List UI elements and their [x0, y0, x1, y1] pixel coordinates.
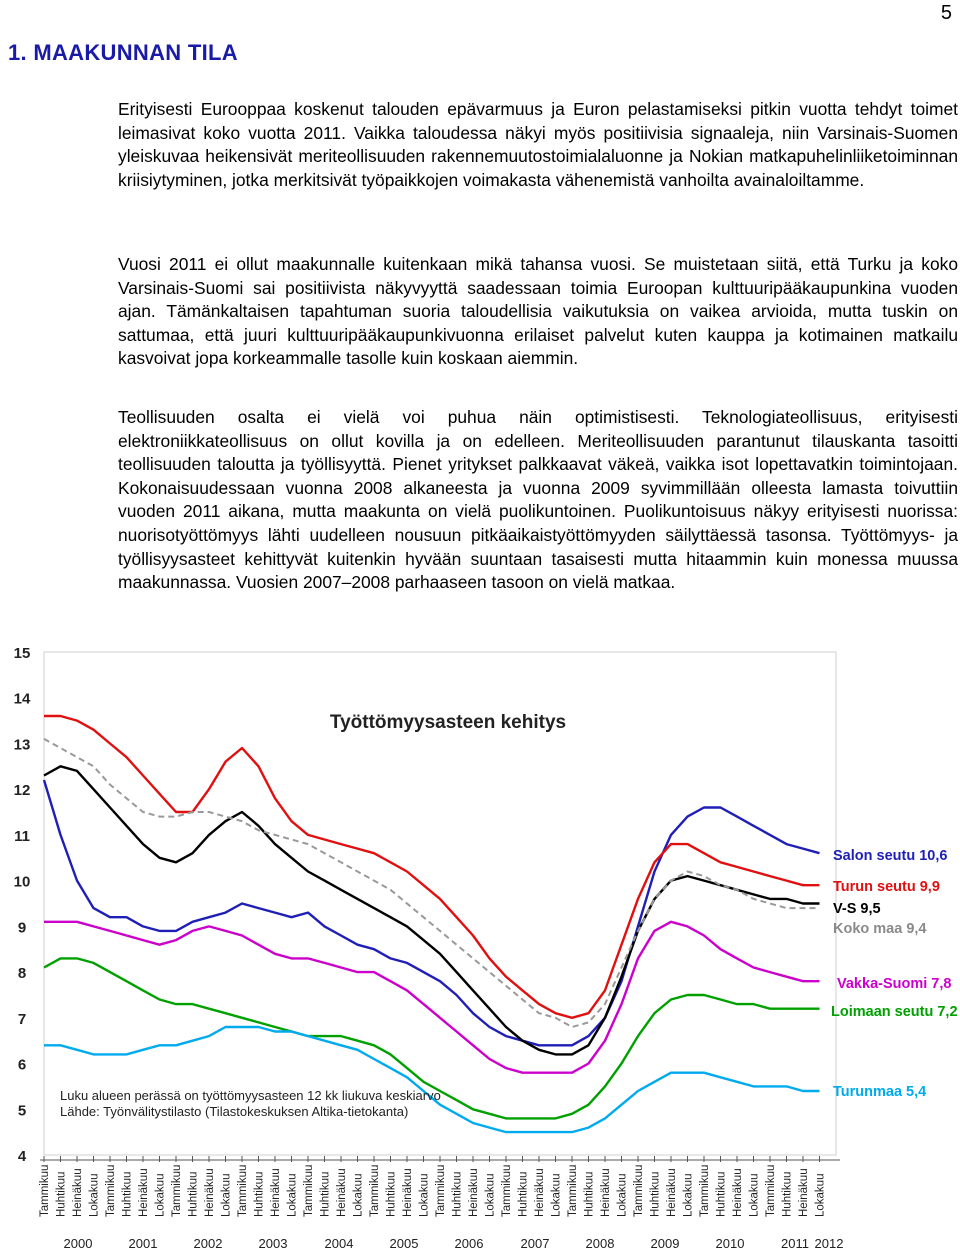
x-tick-label: Tammikuu	[501, 1164, 513, 1217]
x-tick-label: Tammikuu	[633, 1164, 645, 1217]
x-tick-label: Heinäkuu	[204, 1168, 216, 1217]
unemployment-chart	[0, 635, 960, 1259]
x-year-label: 2008	[585, 1236, 615, 1251]
x-tick-label: Heinäkuu	[666, 1168, 678, 1217]
x-tick-label: Lokakuu	[484, 1173, 497, 1217]
y-tick-label: 14	[13, 690, 31, 708]
x-tick-label: Huhtikuu	[385, 1171, 398, 1217]
x-year-label: 2005	[389, 1236, 419, 1251]
series-label: Koko maa 9,4	[833, 921, 927, 937]
x-tick-label: Heinäkuu	[798, 1168, 810, 1217]
x-tick-label: Huhtikuu	[451, 1171, 464, 1217]
x-tick-label: Lokakuu	[550, 1173, 563, 1217]
series-labels	[831, 848, 958, 1100]
x-tick-label: Heinäkuu	[468, 1168, 480, 1217]
series-lines	[44, 716, 820, 1132]
x-tick-label: Tammikuu	[765, 1164, 777, 1217]
x-tick-label: Heinäkuu	[402, 1168, 414, 1217]
y-tick-label: 15	[13, 645, 31, 662]
y-tick-label: 12	[13, 782, 31, 800]
x-tick-label: Tammikuu	[567, 1164, 579, 1217]
x-tick-label: Huhtikuu	[583, 1171, 596, 1217]
x-tick-label: Heinäkuu	[534, 1168, 546, 1217]
paragraph-2: Vuosi 2011 ei ollut maakunnalle kuitenkaan mikä tahansa vuosi. Se muistetaan siitä, että Turku ja koko Varsinais-Suomi sai positiivista näkyvyyttä saadessaan toimia Euroopan kulttuuripääkaupunkina vuoden ajan. Tämänkaltaisen tapahtuman suoria taloudellisia vaikutuksia on vaikea arvioida, mutta tuskin on sattumaa, että juuri kulttuuripääkaupunkivuonna erilaiset palvelut kuten kauppa ja kotimainen matkailu kasvoivat jopa korkeammalle tasolle kuin koskaan aiemmin.	[118, 254, 958, 369]
x-tick-label: Huhtikuu	[187, 1171, 200, 1217]
y-tick-label: 11	[14, 827, 30, 845]
x-tick-label: Tammikuu	[39, 1164, 51, 1217]
x-tick-label: Lokakuu	[748, 1173, 761, 1217]
chart-title: Työttömyysasteen kehitys	[329, 712, 567, 733]
x-tick-label: Huhtikuu	[715, 1171, 728, 1217]
x-tick-label: Huhtikuu	[781, 1171, 794, 1217]
x-tick-label: Huhtikuu	[517, 1171, 530, 1217]
x-tick-label: Tammikuu	[369, 1164, 381, 1217]
series-line	[44, 780, 820, 1045]
y-tick-label: 10	[13, 873, 31, 891]
x-year-label: 2009	[650, 1236, 680, 1251]
page-number: 5	[940, 2, 952, 24]
x-year-label: 2003	[258, 1236, 288, 1251]
x-tick-label: Tammikuu	[171, 1164, 183, 1217]
x-year-label: 2001	[128, 1236, 158, 1251]
series-line	[44, 922, 820, 1073]
x-year-label: 2010	[715, 1236, 745, 1251]
series-label: Salon seutu 10,6	[833, 848, 948, 864]
series-label: Vakka-Suomi 7,8	[837, 976, 952, 992]
y-tick-label: 13	[13, 736, 31, 754]
x-tick-label: Lokakuu	[286, 1173, 299, 1217]
x-tick-label: Lokakuu	[154, 1173, 167, 1217]
x-tick-label: Lokakuu	[616, 1173, 629, 1217]
x-tick-label: Heinäkuu	[336, 1168, 348, 1217]
x-tick-label: Heinäkuu	[600, 1168, 612, 1217]
x-tick-label: Huhtikuu	[319, 1171, 332, 1217]
x-tick-label: Heinäkuu	[732, 1168, 744, 1217]
series-label: Loimaan seutu 7,2	[831, 1004, 958, 1020]
x-year-label: 2004	[324, 1236, 354, 1251]
x-tick-label: Tammikuu	[699, 1164, 711, 1217]
series-label: Turunmaa 5,4	[833, 1084, 927, 1100]
x-tick-label: Lokakuu	[682, 1173, 695, 1217]
paragraph-3: Teollisuuden osalta ei vielä voi puhua näin optimistisesti. Teknologiateollisuus, erityisesti elektroniikkateollisuus on ollut kovilla ja on edelleen. Meriteollisuuden parantunut tilauskanta tasoitti teollisuuden taloutta ja työllisyyttä. Pienet yritykset palkkaavat väkeä, vaikka isot lopettavatkin toimintojaan. Kokonaisuudessaan vuonna 2008 alkaneesta ja vuonna 2009 syvimmillään olleesta lamasta toivuttiin vuoden 2011 aikana, mutta maakunta on vielä puolikuntoinen. Puolikuntoisuus näkyy erityisesti nuorissa: nuorisotyöttömyys lähti uudelleen nousuun pitkäaikaistyöttömyyden säilyttäessä tasonsa. Työttömyys- ja työllisyysasteet kehittyvät kuitenkin hyvään suuntaan tasaisesti mutta hitaammin kuin monessa muussa maakunnassa. Vuosien 2007–2008 parhaaseen tasoon on vielä matkaa.	[118, 407, 958, 593]
x-year-label: 2012	[814, 1236, 844, 1251]
x-tick-label: Lokakuu	[814, 1173, 827, 1217]
series-label: Turun seutu 9,9	[833, 879, 940, 895]
x-tick-label: Tammikuu	[435, 1164, 447, 1217]
y-tick-label: 4	[17, 1148, 27, 1165]
x-year-label: 2000	[63, 1236, 93, 1251]
x-tick-label: Heinäkuu	[138, 1168, 150, 1217]
y-tick-label: 7	[17, 1010, 27, 1028]
x-axis-year-labels	[64, 1236, 844, 1251]
chart-note: Luku alueen perässä on työttömyysasteen 12 kk liukuva keskiarvo	[60, 1088, 441, 1103]
x-tick-label: Tammikuu	[105, 1164, 117, 1217]
y-tick-label: 8	[17, 965, 27, 983]
paragraph-1: Erityisesti Eurooppaa koskenut talouden epävarmuus ja Euron pelastamiseksi pitkin vuotta tehdyt toimet leimasivat koko vuotta 2011. Vaikka taloudessa näkyi myös positiivisia signaaleja, niin Varsinais-Suomen yleiskuvaa heikensivät meriteollisuuden rakennemuutostoimialaluonne ja Nokian matkapuhelinliiketoiminnan kriisiytyminen, jotka merkitsivät työpaikkojen voimakasta vähenemistä vanhoilta avainaloiltamme.	[118, 99, 958, 190]
y-tick-label: 9	[17, 919, 27, 937]
x-axis-month-ticks	[39, 1156, 827, 1217]
x-tick-label: Lokakuu	[88, 1173, 101, 1217]
x-tick-label: Tammikuu	[237, 1164, 249, 1217]
x-year-label: 2007	[520, 1236, 550, 1251]
series-line	[44, 716, 820, 1018]
series-line	[44, 739, 820, 1027]
series-label: V-S 9,5	[833, 901, 881, 917]
x-tick-label: Huhtikuu	[253, 1171, 266, 1217]
x-year-label: 2002	[193, 1236, 223, 1251]
chart-source: Lähde: Työnvälitystilasto (Tilastokeskuksen Altika-tietokanta)	[60, 1104, 409, 1119]
x-tick-label: Huhtikuu	[649, 1171, 662, 1217]
x-tick-label: Huhtikuu	[121, 1171, 134, 1217]
y-tick-label: 5	[17, 1102, 27, 1120]
x-tick-label: Heinäkuu	[270, 1168, 282, 1217]
section-title: 1. MAAKUNNAN TILA	[8, 40, 238, 65]
x-tick-label: Heinäkuu	[72, 1168, 84, 1217]
x-tick-label: Lokakuu	[418, 1173, 431, 1217]
x-tick-label: Lokakuu	[220, 1173, 233, 1217]
y-axis-ticks	[14, 645, 31, 1165]
x-tick-label: Lokakuu	[352, 1173, 365, 1217]
x-year-label: 2006	[454, 1236, 484, 1251]
x-year-label: 2011	[781, 1236, 809, 1251]
x-tick-label: Tammikuu	[303, 1164, 315, 1217]
x-tick-label: Huhtikuu	[55, 1171, 68, 1217]
y-tick-label: 6	[17, 1056, 27, 1074]
